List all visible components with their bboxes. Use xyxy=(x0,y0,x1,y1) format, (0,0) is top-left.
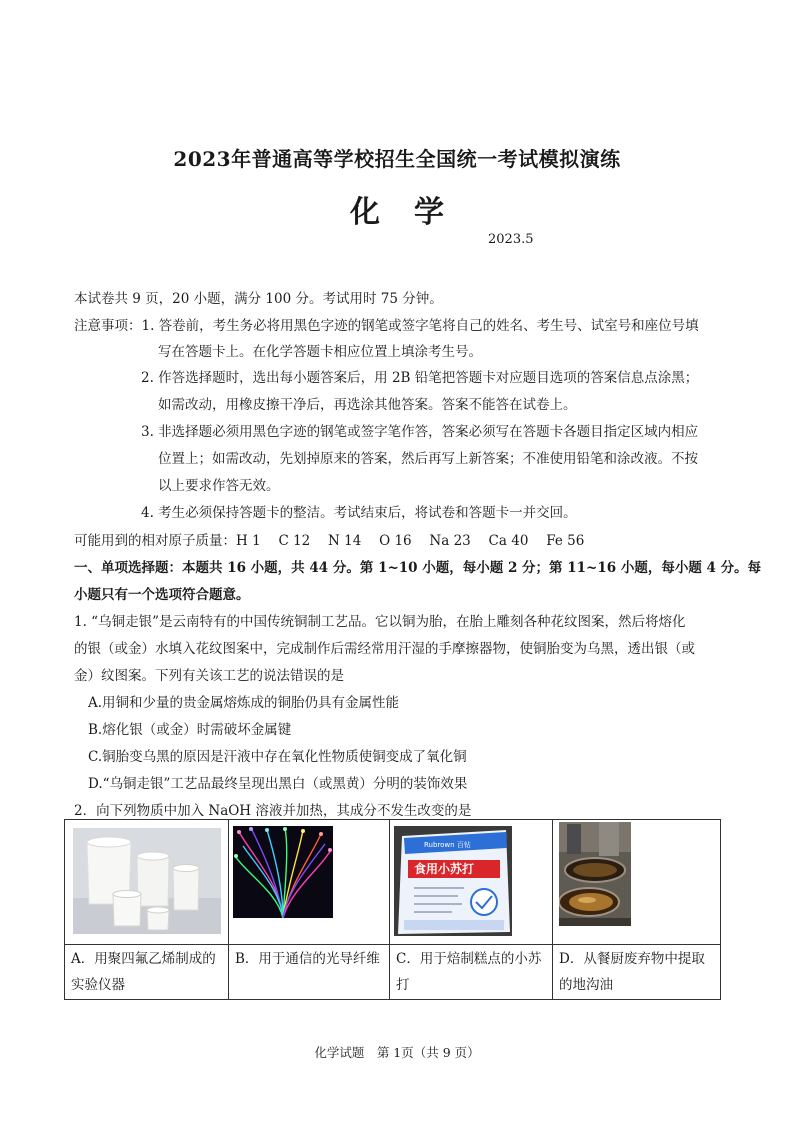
q1-option-c: C.铜胎变乌黑的原因是汗液中存在氧化性物质使铜变成了氧化铜 xyxy=(88,749,467,765)
notice-1-line-2: 写在答题卡上。在化学答题卡相应位置上填涂考生号。 xyxy=(158,344,482,360)
q2-option-d xyxy=(553,945,721,1000)
q1-stem-line-1: 1. “乌铜走银”是云南特有的中国传统铜制工艺品。它以铜为胎，在胎上雕刻各种花纹图案，然后将熔化 xyxy=(74,614,686,630)
notice-4-line-1: 4. 考生必须保持答题卡的整洁。考试结束后，将试卷和答题卡一并交回。 xyxy=(141,505,577,521)
notice-2-line-2: 如需改动，用橡皮擦干净后，再选涂其他答案。答案不能答在试卷上。 xyxy=(158,397,577,413)
q2-image-cell-b xyxy=(229,820,390,945)
q2-option-a-line-1: A．用聚四氟乙烯制成的 xyxy=(71,951,216,967)
q2-image-cell-a xyxy=(65,820,229,945)
waste-oil-photo xyxy=(559,822,631,926)
q2-image-cell-d xyxy=(553,820,721,945)
exam-title: 2023年普通高等学校招生全国统一考试模拟演练 xyxy=(173,147,621,171)
q1-option-d: D.“乌铜走银”工艺品最终呈现出黑白（或黑黄）分明的装饰效果 xyxy=(88,776,468,792)
baking-soda-package-photo xyxy=(394,826,512,936)
q2-option-a-line-2: 实验仪器 xyxy=(71,977,125,993)
notice-3-line-1: 3. 非选择题必须用黑色字迹的钢笔或签字笔作答，答案必须写在答题卡各题目指定区域内相应 xyxy=(141,424,699,440)
q1-option-b: B.熔化银（或金）时需破坏金属键 xyxy=(88,722,292,738)
q2-options-table xyxy=(64,819,721,1000)
package-brand: Rubrown 百钻 xyxy=(424,841,471,849)
atomic-masses: 可能用到的相对原子质量：H 1 C 12 N 14 O 16 Na 23 Ca 40 Fe 56 xyxy=(74,533,585,549)
q2-option-c-line-1: C．用于焙制糕点的小苏 xyxy=(396,951,542,967)
package-label: 食用小苏打 xyxy=(414,862,475,876)
optical-fiber-photo xyxy=(233,826,333,918)
ptfe-labware-photo xyxy=(73,828,221,934)
q1-stem-line-2: 的银（或金）水填入花纹图案中，完成制作后需经常用汗湿的手摩擦器物，使铜胎变为乌黑，透出银（或 xyxy=(74,641,695,657)
notice-label: 注意事项： xyxy=(74,318,142,334)
q1-stem-line-3: 金）纹图案。下列有关该工艺的说法错误的是 xyxy=(74,668,344,684)
q2-stem: 2．向下列物质中加入 NaOH 溶液并加热，其成分不发生改变的是 xyxy=(74,803,472,819)
notice-3-line-2: 位置上；如需改动，先划掉原来的答案，然后再写上新答案；不准使用铅笔和涂改液。不按 xyxy=(158,451,698,467)
notice-1-line-1: 1. 答卷前，考生务必将用黑色字迹的钢笔或签字笔将自己的姓名、考生号、试室号和座位号填 xyxy=(141,318,699,334)
q2-option-c xyxy=(390,945,553,1000)
q2-option-b xyxy=(229,945,390,1000)
q2-image-cell-c xyxy=(390,820,553,945)
q2-option-b-line-1: B．用于通信的光导纤维 xyxy=(235,951,380,967)
q2-option-a xyxy=(65,945,229,1000)
exam-date: 2023.5 xyxy=(488,232,534,247)
q2-option-d-line-2: 的地沟油 xyxy=(559,977,613,993)
subject-title: 化学 xyxy=(350,195,478,230)
page-footer: 化学试题 第 1页（共 9 页） xyxy=(314,1045,480,1060)
notice-2-line-1: 2. 作答选择题时，选出每小题答案后，用 2B 铅笔把答题卡对应题目选项的答案信息点涂黑； xyxy=(141,370,699,386)
section-1-heading-line-2: 小题只有一个选项符合题意。 xyxy=(74,587,250,603)
notice-line xyxy=(74,314,699,334)
q2-option-d-line-1: D．从餐厨废弃物中提取 xyxy=(559,951,705,967)
section-1-heading-line-1: 一、单项选择题：本题共 16 小题，共 44 分。第 1~10 小题，每小题 2 分；第 11~16 小题，每小题 4 分。每 xyxy=(74,560,762,576)
q1-option-a: A.用铜和少量的贵金属熔炼成的铜胎仍具有金属性能 xyxy=(88,695,400,711)
q2-option-c-line-2: 打 xyxy=(396,977,410,993)
exam-summary: 本试卷共 9 页，20 小题，满分 100 分。考试用时 75 分钟。 xyxy=(74,291,443,307)
notice-3-line-3: 以上要求作答无效。 xyxy=(158,478,280,494)
